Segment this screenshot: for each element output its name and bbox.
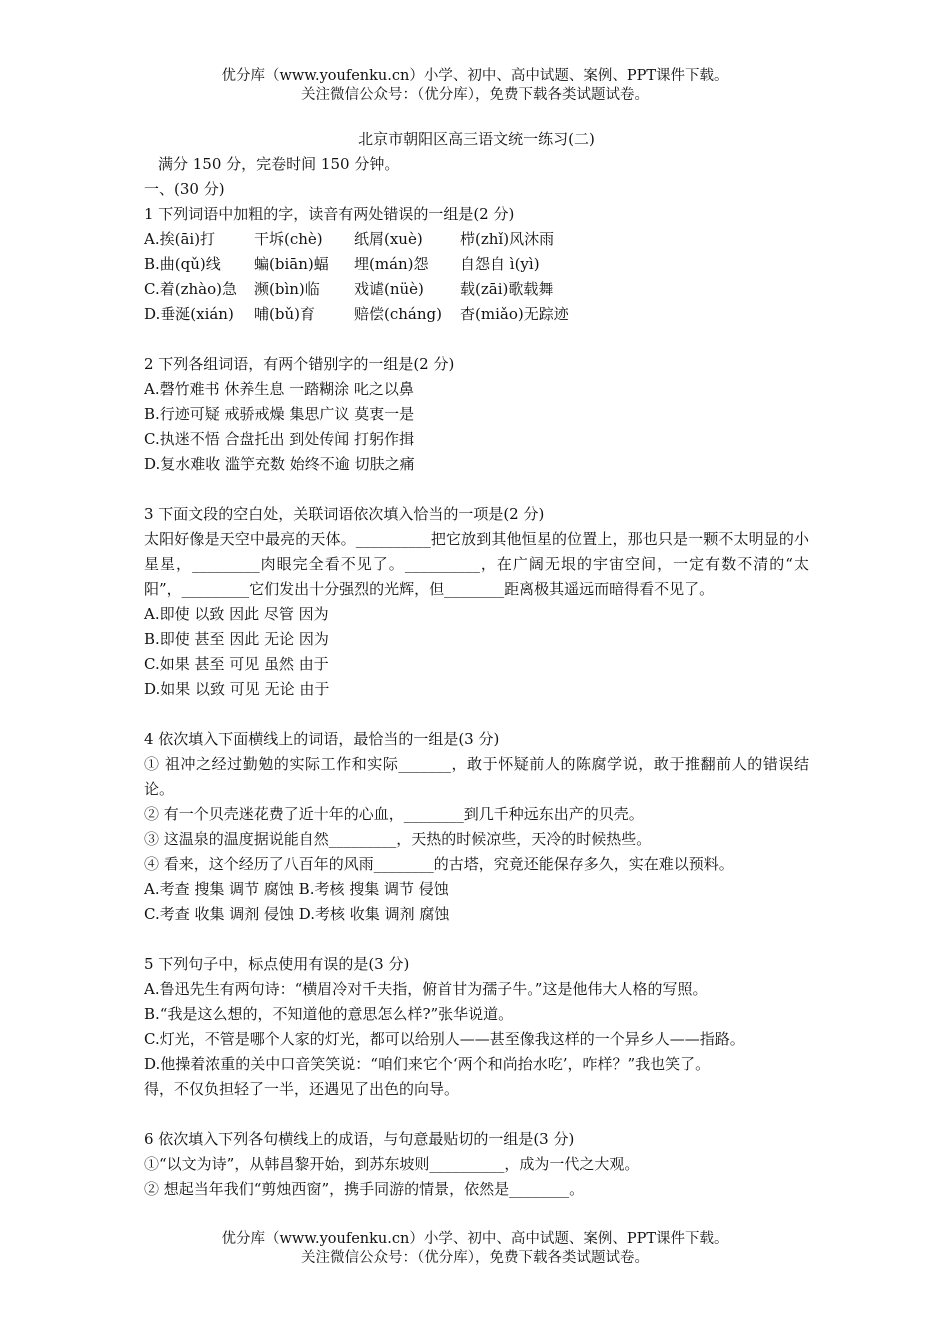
page-header	[0, 67, 950, 105]
q5-option-c: C.灯光，不管是哪个人家的灯光，都可以给别人——甚至像我这样的一个异乡人——指路。	[144, 1030, 745, 1048]
q2-option-b: B.行迹可疑 戒骄戒燥 集思广议 莫衷一是	[144, 405, 415, 423]
q5-option-d-cont: 得，不仅负担轻了一半，还遇见了出色的向导。	[144, 1080, 460, 1098]
q3-stem: 3 下面文段的空白处，关联词语依次填入恰当的一项是(2 分)	[144, 505, 545, 523]
q1-c-word-4: 载(zāi)歌载舞	[460, 280, 554, 298]
q3-option-d: D.如果 以致 可见 无论 由于	[144, 680, 330, 698]
exam-intro: 满分 150 分，完卷时间 150 分钟。	[158, 155, 400, 173]
q1-c-word-1: C.着(zhào)急	[144, 280, 237, 298]
q1-c-word-3: 戏谑(nüè)	[354, 280, 424, 298]
q1-a-word-3: 纸屑(xuè)	[354, 230, 423, 248]
header-line-1: 优分库（www.youfenku.cn）小学、初中、高中试题、案例、PPT课件下载。	[221, 68, 729, 84]
q4-sentence-2: ② 有一个贝壳迷花费了近十年的心血，________到几千种远东出产的贝壳。	[144, 805, 644, 823]
q1-stem: 1 下列词语中加粗的字，读音有两处错误的一组是(2 分)	[144, 205, 515, 223]
q6-sentence-2: ② 想起当年我们“剪烛西窗”，携手同游的情景，依然是________。	[144, 1180, 585, 1198]
q5-option-d: D.他操着浓重的关中口音笑笑说：“咱们来它个‘两个和尚抬水吃’，咋样？”我也笑了。	[144, 1055, 711, 1073]
q3-passage: 太阳好像是天空中最亮的天体。__________把它放到其他恒星的位置上，那也只是一颗不太明显的小星星，_________肉眼完全看不见了。__________，在广阔无垠的宇宙空间，一定有数不清的“太阳”，_________它们发出十分强烈的光辉，但________距离极其遥远而暗得看不见了。	[144, 530, 809, 598]
q1-d-word-1: D.垂涎(xián)	[144, 305, 234, 323]
q4-stem: 4 依次填入下面横线上的词语，最恰当的一组是(3 分)	[144, 730, 500, 748]
spacer	[144, 477, 809, 502]
q4-sentence-1: ① 祖冲之经过勤勉的实际工作和实际_______，敢于怀疑前人的陈腐学说，敢于推翻前人的错误结论。	[144, 755, 809, 798]
q1-option-a	[144, 227, 809, 252]
q5-stem: 5 下列句子中，标点使用有误的是(3 分)	[144, 955, 410, 973]
q3-option-c: C.如果 甚至 可见 虽然 由于	[144, 655, 329, 673]
q1-option-c	[144, 277, 809, 302]
q5-option-a: A.鲁迅先生有两句诗：“横眉冷对千夫指，俯首甘为孺子牛。”这是他伟大人格的写照。	[144, 980, 708, 998]
q1-option-b	[144, 252, 809, 277]
q1-a-word-1: A.挨(āi)打	[144, 230, 216, 248]
q3-option-b: B.即使 甚至 因此 无论 因为	[144, 630, 329, 648]
q5-option-b: B.“我是这么想的，不知道他的意思怎么样?”张华说道。	[144, 1005, 514, 1023]
q4-options-cd: C.考查 收集 调剂 侵蚀 D.考核 收集 调剂 腐蚀	[144, 905, 450, 923]
footer-line-1: 优分库（www.youfenku.cn）小学、初中、高中试题、案例、PPT课件下载。	[221, 1231, 729, 1247]
q6-stem: 6 依次填入下列各句横线上的成语，与句意最贴切的一组是(3 分)	[144, 1130, 575, 1148]
q2-option-a: A.磬竹难书 休养生息 一踏糊涂 叱之以鼻	[144, 380, 414, 398]
q1-b-word-3: 埋(mán)怨	[354, 255, 429, 273]
q1-c-word-2: 濒(bìn)临	[254, 280, 320, 298]
header-line-2: 关注微信公众号：（优分库），免费下载各类试题试卷。	[301, 87, 649, 103]
q1-d-word-2: 哺(bǔ)育	[254, 305, 315, 323]
q6-sentence-1: ①“以文为诗”，从韩昌黎开始，到苏东坡则__________，成为一代之大观。	[144, 1155, 640, 1173]
footer-line-2: 关注微信公众号：（优分库），免费下载各类试题试卷。	[301, 1250, 649, 1266]
spacer	[144, 702, 809, 727]
q1-option-d	[144, 302, 809, 327]
q1-b-word-2: 蝙(biān)蝠	[254, 255, 329, 273]
q3-option-a: A.即使 以致 因此 尽管 因为	[144, 605, 329, 623]
q1-d-word-4: 杳(miǎo)无踪迹	[460, 305, 569, 323]
page-footer	[0, 1230, 950, 1268]
q2-stem: 2 下列各组词语，有两个错别字的一组是(2 分)	[144, 355, 455, 373]
spacer	[144, 927, 809, 952]
q1-d-word-3: 赔偿(cháng)	[354, 305, 442, 323]
exam-title: 北京市朝阳区高三语文统一练习(二)	[358, 130, 595, 148]
q1-a-word-4: 栉(zhǐ)风沐雨	[460, 230, 555, 248]
q1-b-word-4: 自怨自 ì(yì)	[460, 255, 540, 273]
q4-options-ab: A.考查 搜集 调节 腐蚀 B.考核 搜集 调节 侵蚀	[144, 880, 449, 898]
q4-sentence-3: ③ 这温泉的温度据说能自然_________，天热的时候凉些，天冷的时候热些。	[144, 830, 652, 848]
spacer	[144, 1102, 809, 1127]
section-heading: 一、(30 分)	[144, 180, 225, 198]
q2-option-c: C.执迷不悟 合盘托出 到处传闻 打躬作揖	[144, 430, 415, 448]
q1-b-word-1: B.曲(qǔ)线	[144, 255, 221, 273]
q1-a-word-2: 干坼(chè)	[254, 230, 323, 248]
exam-content	[144, 127, 809, 1202]
q2-option-d: D.复水难收 滥竽充数 始终不逾 切肤之痛	[144, 455, 415, 473]
spacer	[144, 327, 809, 352]
q4-sentence-4: ④ 看来，这个经历了八百年的风雨________的古塔，究竟还能保存多久，实在难以预料。	[144, 855, 734, 873]
